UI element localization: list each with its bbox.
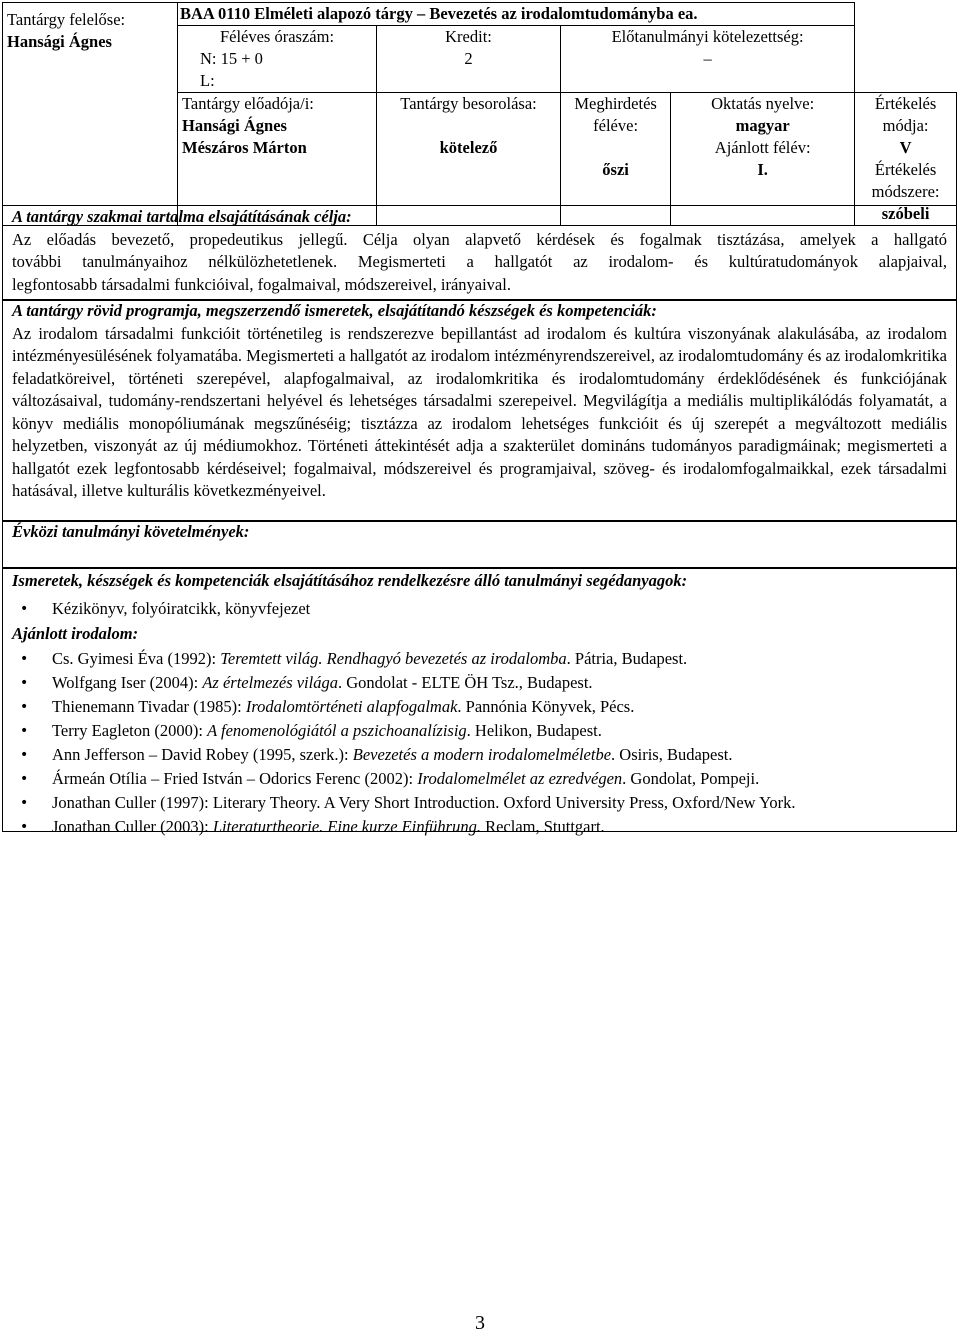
reference-title: A fenomenológiától a pszichoanalízisig <box>207 720 467 740</box>
reference-publisher: . Helikon, Budapest. <box>466 720 602 740</box>
eval-mode-label: Értékelés módja: <box>874 94 937 135</box>
semester-value: I. <box>757 160 768 179</box>
reference-item <box>52 696 947 719</box>
reference-publisher: . Gondolat, Pompeji. <box>622 768 760 788</box>
reference-author: Wolfgang Iser (2004): <box>52 672 203 692</box>
announce-label: Meghirdetés féléve: <box>574 94 657 135</box>
program-heading: A tantárgy rövid programja, megszerzendő ismeretek, elsajátítandó készségek és kompetenciák: <box>12 301 657 320</box>
references-list <box>12 648 947 839</box>
hours-n: N: 15 + 0 <box>200 49 263 68</box>
reference-publisher: . Osiris, Budapest. <box>611 744 733 764</box>
reference-publisher: . Pannónia Könyvek, Pécs. <box>457 696 635 716</box>
credit-value: 2 <box>464 49 473 68</box>
credit-cell <box>377 26 561 93</box>
reference-title: Irodalomtörténeti alapfogalmak <box>245 696 458 716</box>
reference-author: Terry Eagleton (2000): <box>52 720 208 740</box>
classification-label: Tantárgy besorolása: <box>400 94 537 113</box>
prereq-value: – <box>703 49 712 68</box>
reference-item <box>52 672 947 695</box>
reference-item <box>52 792 947 815</box>
reference-title: Bevezetés a modern irodalomelméletbe <box>352 744 612 764</box>
language-value: magyar <box>735 116 790 135</box>
program-section <box>2 299 957 522</box>
reference-item <box>52 768 947 791</box>
announce-value: őszi <box>602 160 629 179</box>
hours-l: L: <box>200 71 215 90</box>
responsible-name: Hansági Ágnes <box>7 32 112 51</box>
materials-heading: Ismeretek, készségek és kompetenciák elsajátításához rendelkezésre álló tanulmányi segédanyagok: <box>12 571 688 590</box>
prereq-cell <box>561 26 855 93</box>
reference-author: Ann Jefferson – David Robey (1995, szerk.): <box>52 744 353 764</box>
reference-item <box>52 744 947 767</box>
lecturer-name-1: Hansági Ágnes <box>182 116 287 135</box>
reference-title: Az értelmezés világa <box>202 672 338 692</box>
reference-publisher: . Gondolat - ELTE ÖH Tsz., Budapest. <box>337 672 593 692</box>
program-text: Az irodalom társadalmi funkcióit történetileg is rendszerezve bepillantást ad irodalom és kultúra viszonyának alakulásába, az irodalom intézményesülésének folyamatába. Megismerteti a hallgatót az irodalom intézményrendszereivel, az irodalomtudomány és az irodalomkritika feladatköreivel, történeti szerepével, alapfogalmaival, az irodalomkritika és irodalomtudomány érdeklődésének és funkciójának változásaival, tudomány-rendszertani helyével és lehetséges társadalmi szerepeivel. Megvilágítja a mediális multiplikálódás folyamatát, a könyv mediális monopóliumának megszűnéséig; tisztázza az irodalom lehetséges funkcióit és új szerepét a megváltozott mediális helyzetben, viszonyát az új médiumokhoz. Történeti áttekintését adja a szakterület domináns tudományos paradigmáinak; megismerteti a hallgatót ezek legfontosabb kérdéseivel; fogalmaival, módszereivel és programjaival, szöveg- és irodalomfogalmaikkal, ezek társadalmi hatásával, illetve kulturális következményeivel. <box>12 323 947 500</box>
goal-line-1: Az előadás bevezető, propedeutikus jellegű. Célja olyan alapvető kérdések és fogalmak tisztázása, amelyek a hallgató <box>12 229 947 249</box>
responsible-label: Tantárgy felelőse: <box>7 10 126 29</box>
goal-line-2: további tanulmányaihoz nélkülözhetetlenek. Megismerteti a hallgatót az irodalom- és kultúratudományok alapjaival, <box>12 252 947 271</box>
goal-heading: A tantárgy szakmai tartalma elsajátításának célja: <box>12 207 352 226</box>
reference-publisher: . Pátria, Budapest. <box>566 648 688 668</box>
requirements-section <box>2 520 957 569</box>
page-number: 3 <box>475 1312 485 1334</box>
reference-publisher: Reclam, Stuttgart. <box>480 816 605 836</box>
responsible-cell <box>3 3 178 226</box>
reference-author: Jonathan Culler (1997): Literary Theory. A Very Short Introduction. Oxford University Press, Oxford/New York. <box>52 792 796 812</box>
recommended-heading: Ajánlott irodalom: <box>12 624 139 643</box>
reference-author: Ármeán Otília – Fried István – Odorics Ferenc (2002): <box>52 768 418 788</box>
semester-label: Ajánlott félév: <box>714 138 811 157</box>
language-label: Oktatás nyelve: <box>711 94 815 113</box>
requirements-heading: Évközi tanulmányi követelmények: <box>12 522 250 541</box>
eval-method-label: Értékelés módszere: <box>871 160 940 201</box>
hours-cell <box>178 26 377 93</box>
classification-value: kötelező <box>439 138 498 157</box>
lecturer-name-2: Mészáros Márton <box>182 138 307 157</box>
materials-section <box>2 567 957 836</box>
reference-title: Literaturtheorie. Eine kurze Einführung. <box>212 816 481 836</box>
reference-title: Irodalomelmélet az ezredvégen <box>417 768 623 788</box>
lecturer-label: Tantárgy előadója/i: <box>182 94 314 113</box>
goal-line-3: legfontosabb társadalmi funkcióival, fogalmaival, módszereivel, irányaival. <box>12 274 511 294</box>
eval-method-value: szóbeli <box>881 204 930 223</box>
course-title: BAA 0110 Elméleti alapozó tárgy – Bevezetés az irodalomtudományba ea. <box>178 3 855 26</box>
reference-item <box>52 720 947 743</box>
goal-section <box>2 205 957 301</box>
course-header-table <box>2 2 957 226</box>
reference-author: Thienemann Tivadar (1985): <box>52 696 246 716</box>
list-item: • Kézikönyv, folyóiratcikk, könyvfejezet <box>52 598 947 621</box>
reference-author: Jonathan Culler (2003): <box>52 816 213 836</box>
reference-item <box>52 648 947 671</box>
reference-title: Teremtett világ. Rendhagyó bevezetés az irodalomba <box>220 648 567 668</box>
eval-mode-value: V <box>899 138 912 157</box>
reference-author: Cs. Gyimesi Éva (1992): <box>52 648 221 668</box>
credit-label: Kredit: <box>445 27 492 46</box>
prereq-label: Előtanulmányi kötelezettség: <box>611 27 804 46</box>
reference-item <box>52 816 947 839</box>
materials-list <box>12 598 947 621</box>
hours-label: Féléves óraszám: <box>219 27 335 46</box>
